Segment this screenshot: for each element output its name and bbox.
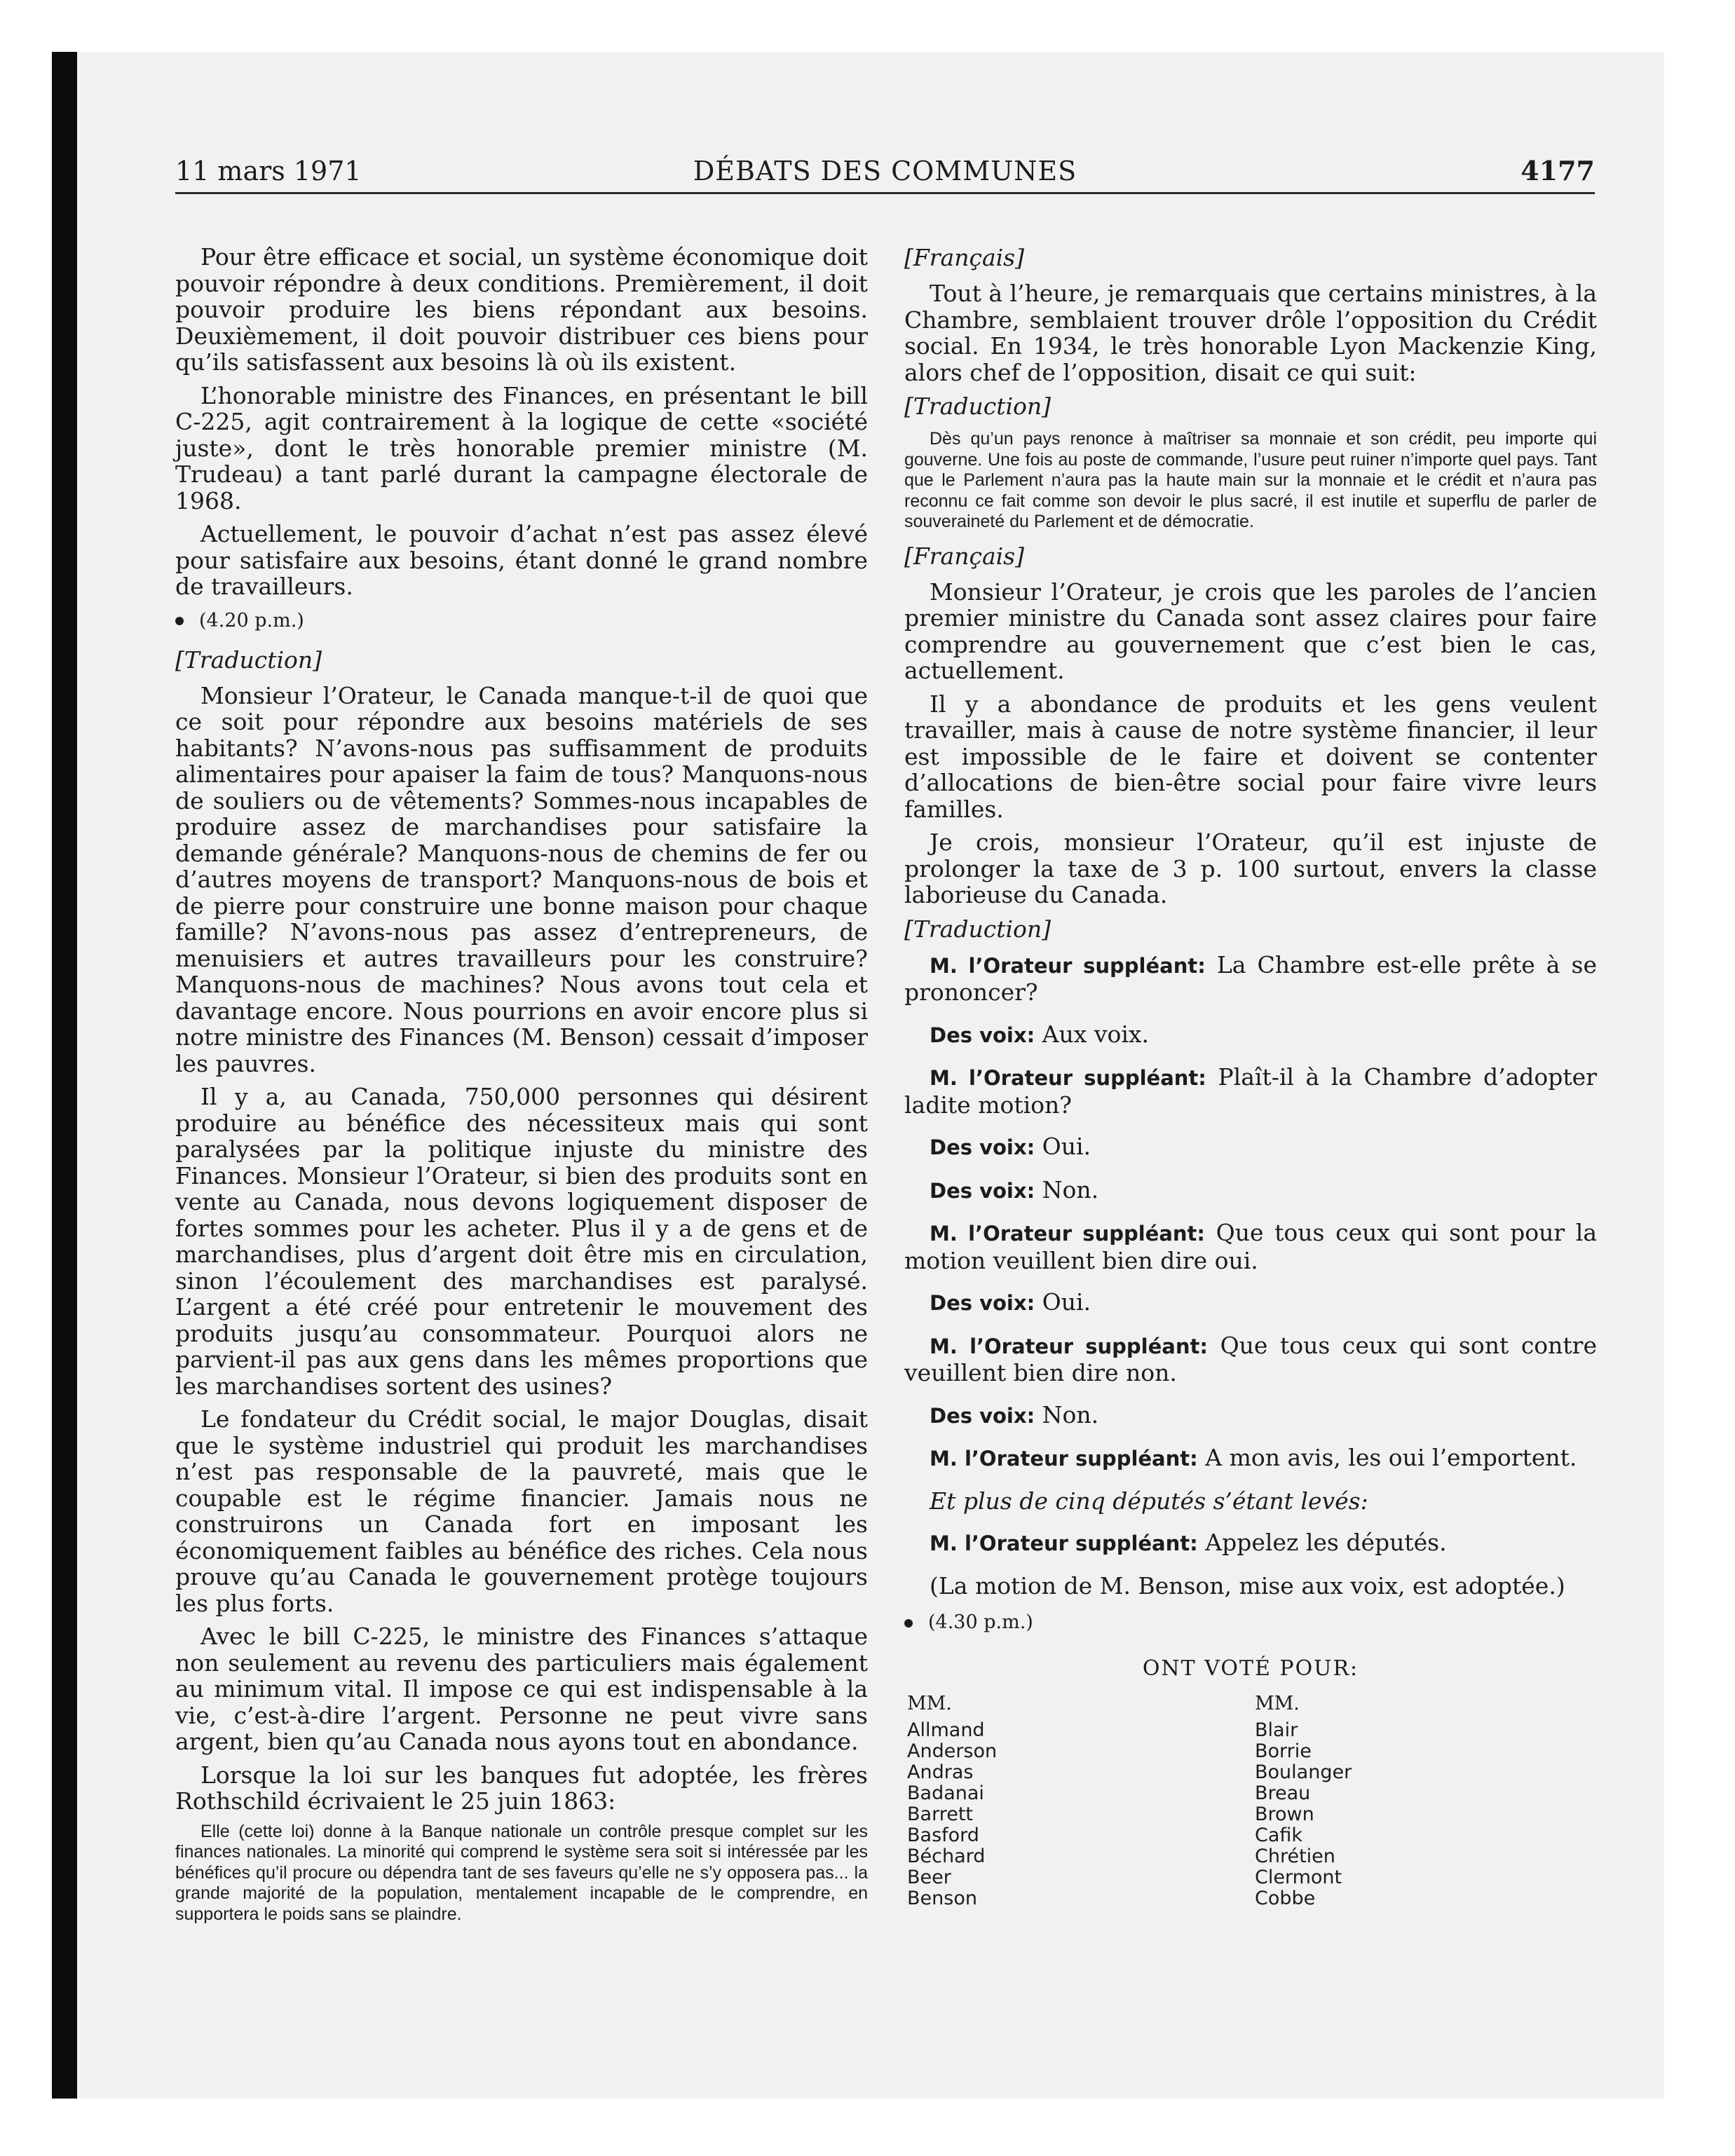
page-header xyxy=(175,150,1595,194)
time-stamp xyxy=(175,607,868,635)
member-name: Benson xyxy=(907,1888,977,1909)
paragraph: Monsieur l’Orateur, je crois que les paroles de l’ancien premier ministre du Canada sont assez claires pour faire comprendre au gouvernement que c’est bien le cas, actuellement. xyxy=(904,578,1597,684)
exchange-line xyxy=(904,952,1597,1006)
page-number: 4177 xyxy=(1520,155,1595,186)
right-column xyxy=(904,244,1597,1932)
exchange-text: Non. xyxy=(1042,1400,1099,1428)
paragraph: Monsieur l’Orateur, le Canada manque-t-il de quoi que ce soit pour répondre aux besoins matériels de ses habitants? N’avons-nous pas suffisamment de produits alimentaires pour apaiser la faim de tous? Manquons-nous de souliers ou de vêtements? Sommes-nous incapables de produire assez de marchandises pour satisfaire la demande générale? Manquons-nous de chemins de fer ou d’autres moyens de transport? Manquons-nous de bois et de pierre pour construire une bonne maison pour chaque famille? N’avons-nous pas assez d’entrepreneurs, de menuisiers et autres travailleurs pour les construire? Manquons-nous de machines? Nous avons tout cela et davantage encore. Nous pourrions en avoir encore plus si notre ministre des Finances (M. Benson) cessait d’imposer les pauvres. xyxy=(175,681,868,1077)
speaker-label: Des voix: xyxy=(930,1291,1035,1315)
member-name: Basford xyxy=(907,1824,979,1846)
paragraph: Il y a abondance de produits et les gens veulent travailler, mais à cause de notre système financier, il leur est impossible de le faire et doivent se contenter d’allocations de bien-être social pour faire vivre leurs familles. xyxy=(904,690,1597,823)
motion-result: (La motion de M. Benson, mise aux voix, est adoptée.) xyxy=(930,1571,1565,1599)
member-name: Borrie xyxy=(1255,1740,1312,1762)
member-name: Blair xyxy=(1255,1719,1298,1741)
time-stamp xyxy=(904,1609,1597,1637)
member-name: Andras xyxy=(907,1761,974,1783)
language-tag: [Français] xyxy=(904,244,1024,271)
paragraph: Lorsque la loi sur les banques fut adoptée, les frères Rothschild écrivaient le 25 juin 1863: xyxy=(175,1761,868,1815)
vote-column xyxy=(907,1693,997,1909)
member-name: Chrétien xyxy=(1255,1845,1335,1867)
vote-title: ONT VOTÉ POUR: xyxy=(1142,1656,1359,1681)
language-tag: [Traduction] xyxy=(904,393,1052,420)
exchange-line xyxy=(904,1064,1597,1118)
block-quote: Dès qu’un pays renonce à maîtriser sa monnaie et son crédit, peu importe qui gouverne. Une fois au poste de commande, l’usure peut ruiner n’importe quel pays. Tant que le Parlement n’aura pas la haute main sur la monnaie et le crédit et n’aura pas reconnu ce fait comme son devoir le plus sacré, il est inutile et superflu de parler de souveraineté du Parlement et de démocratie. xyxy=(904,429,1597,531)
time-text: (4.30 p.m.) xyxy=(928,1611,1033,1633)
member-name: Badanai xyxy=(907,1782,984,1804)
member-name: Cobbe xyxy=(1255,1888,1316,1909)
paragraph: Le fondateur du Crédit social, le major Douglas, disait que le système industriel qui produit les marchandises n’est pas responsable de la pauvreté, mais que le coupable est le régime financier. Jamais nous ne construirons un Canada fort en imposant les économiquement faibles au bénéfice des riches. Cela nous prouve qu’au Canada le gouvernement protège toujours les plus forts. xyxy=(175,1405,868,1617)
speaker-label: M. l’Orateur suppléant: xyxy=(930,1066,1206,1090)
member-name: Barrett xyxy=(907,1803,973,1825)
paragraph: Je crois, monsieur l’Orateur, qu’il est injuste de prolonger la taxe de 3 p. 100 surtout, envers la classe laborieuse du Canada. xyxy=(904,828,1597,908)
member-name: Béchard xyxy=(907,1845,986,1867)
exchange-line xyxy=(904,1021,1597,1049)
speaker-label: M. l’Orateur suppléant: xyxy=(930,953,1206,978)
exchange-line xyxy=(904,1332,1597,1386)
bullet-icon xyxy=(904,1619,913,1628)
member-name: Beer xyxy=(907,1867,951,1888)
exchange-line xyxy=(904,1445,1597,1473)
speaker-label: M. l’Orateur suppléant: xyxy=(930,1222,1206,1246)
member-name: Boulanger xyxy=(1255,1761,1352,1783)
paragraph: Avec le bill C-225, le ministre des Finances s’attaque non seulement au revenu des particuliers mais également au minimum vital. Il impose ce qui est indispensable à la vie, c’est-à-dire l’argent. Personne ne peut vivre sans argent, bien qu’au Canada nous ayons tout en abondance. xyxy=(175,1623,868,1755)
block-quote: Elle (cette loi) donne à la Banque nationale un contrôle presque complet sur les finances nationales. La minorité qui comprend le système sera soit si intéressée par les bénéfices qu’il procure ou dépendra tant de ses faveurs qu’elle ne s’y opposera pas... la grande majorité de la population, mentalement incapable de le comprendre, en supportera le poids sans se plaindre. xyxy=(175,1821,868,1924)
member-name: Brown xyxy=(1255,1803,1314,1825)
language-tag: [Traduction] xyxy=(175,646,322,674)
speaker-label: Des voix: xyxy=(930,1135,1035,1159)
paragraph: Actuellement, le pouvoir d’achat n’est pas assez élevé pour satisfaire aux besoins, étant donné le grand nombre de travailleurs. xyxy=(175,520,868,600)
exchange-text: Aux voix. xyxy=(1042,1020,1150,1048)
vote-column-heading: MM. xyxy=(907,1693,952,1714)
stage-direction: Et plus de cinq députés s’étant levés: xyxy=(930,1487,1368,1515)
exchange-text: Plaît-il à la Chambre d’adopter ladite motion? xyxy=(904,1063,1597,1119)
exchange-text: La Chambre est-elle prête à se prononcer? xyxy=(904,950,1597,1006)
paragraph: Il y a, au Canada, 750,000 personnes qui désirent produire au bénéfice des nécessiteux mais qui sont paralysées par la politique injuste du ministre des Finances. Monsieur l’Orateur, si bien des produits sont en vente au Canada, nous devons logiquement disposer de fortes sommes pour les acheter. Plus il y a de gens et de marchandises, plus d’argent doit être mis en circulation, sinon l’écoulement des marchandises est paralysé. L’argent a été créé pour entretenir le mouvement des produits jusqu’au consommateur. Pourquoi alors ne parvient-il pas aux gens dans les mêmes proportions que les marchandises sortent des usines? xyxy=(175,1083,868,1400)
exchange-text: Que tous ceux qui sont pour la motion veuillent bien dire oui. xyxy=(904,1219,1597,1274)
speaker-label: M. l’Orateur suppléant: xyxy=(930,1447,1198,1471)
member-name: Cafik xyxy=(1255,1824,1303,1846)
exchange-line xyxy=(904,1289,1597,1317)
header-title: DÉBATS DES COMMUNES xyxy=(693,156,1077,186)
member-name: Allmand xyxy=(907,1719,985,1741)
exchange-text: A mon avis, les oui l’emportent. xyxy=(1205,1444,1577,1471)
scan-edge-bar xyxy=(52,52,77,2099)
vote-column-heading: MM. xyxy=(1255,1693,1300,1714)
exchange-line xyxy=(904,1220,1597,1274)
paragraph: Tout à l’heure, je remarquais que certains ministres, à la Chambre, semblaient trouver drôle l’opposition du Crédit social. En 1934, le très honorable Lyon Mackenzie King, alors chef de l’opposition, disait ce qui suit: xyxy=(904,280,1597,386)
header-date: 11 mars 1971 xyxy=(175,156,362,186)
member-name: Breau xyxy=(1255,1782,1311,1804)
paragraph: Pour être efficace et social, un système économique doit pouvoir répondre à deux conditions. Premièrement, il doit pouvoir produire les biens répondant aux besoins. Deuxièmement, il doit pouvoir distribuer ces biens pour qu’ils satisfassent aux besoins là où ils existent. xyxy=(175,243,868,376)
speaker-label: M. l’Orateur suppléant: xyxy=(930,1531,1198,1555)
paragraph: L’honorable ministre des Finances, en présentant le bill C-225, agit contrairement à la logique de cette «société juste», dont le très honorable premier ministre (M. Trudeau) a tant parlé durant la campagne électorale de 1968. xyxy=(175,381,868,514)
language-tag: [Français] xyxy=(904,542,1024,570)
speaker-label: Des voix: xyxy=(930,1403,1035,1428)
exchange-line xyxy=(904,1402,1597,1430)
exchange-text: Oui. xyxy=(1042,1133,1091,1160)
vote-column xyxy=(1255,1693,1352,1909)
exchange-text: Que tous ceux qui sont contre veuillent bien dire non. xyxy=(904,1331,1597,1386)
speaker-label: Des voix: xyxy=(930,1023,1035,1047)
speaker-label: M. l’Orateur suppléant: xyxy=(930,1334,1208,1358)
bullet-icon xyxy=(175,617,184,625)
exchange-text: Appelez les députés. xyxy=(1205,1529,1447,1556)
left-column xyxy=(175,244,868,1935)
language-tag: [Traduction] xyxy=(904,915,1052,943)
member-name: Clermont xyxy=(1255,1867,1342,1888)
vote-list xyxy=(904,1693,1597,1932)
exchange-text: Oui. xyxy=(1042,1288,1091,1316)
exchange-line xyxy=(904,1177,1597,1205)
exchange-line xyxy=(904,1133,1597,1161)
exchange-line xyxy=(904,1529,1597,1557)
time-text: (4.20 p.m.) xyxy=(199,609,304,632)
speaker-label: Des voix: xyxy=(930,1178,1035,1203)
exchange-text: Non. xyxy=(1042,1175,1099,1203)
member-name: Anderson xyxy=(907,1740,998,1762)
